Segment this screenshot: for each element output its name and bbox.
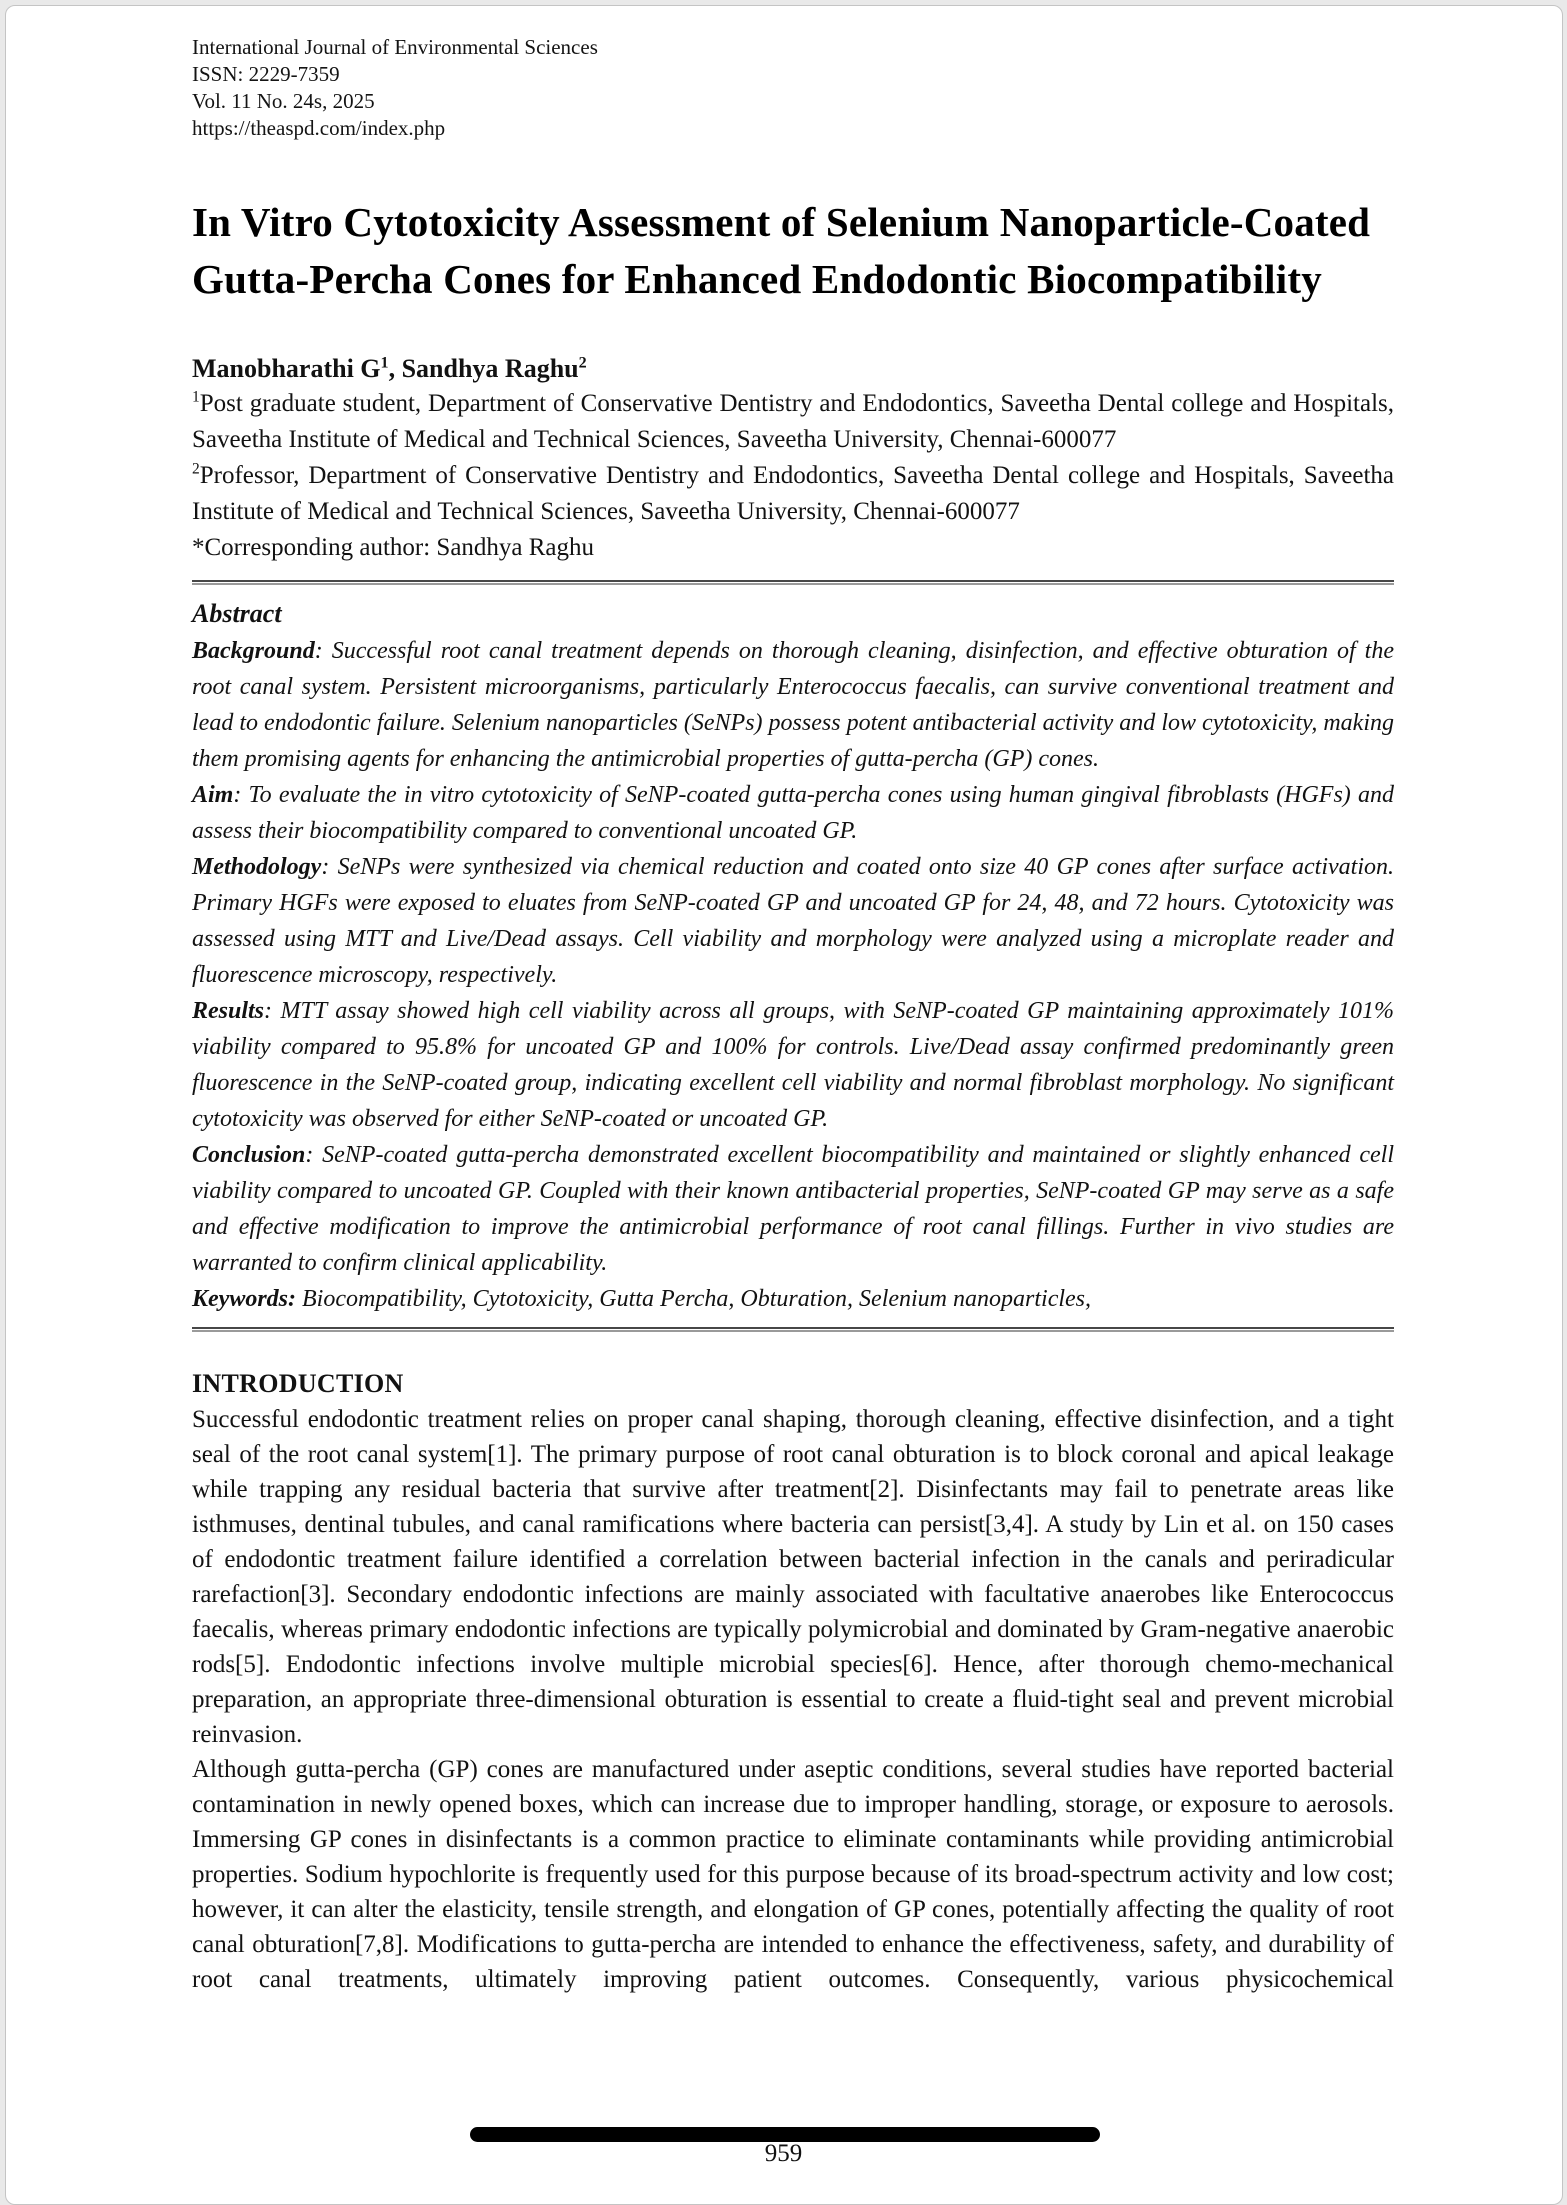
authors-line <box>192 352 1394 386</box>
abstract-label-results: Results <box>192 998 265 1024</box>
author-name-1: Manobharathi G <box>192 354 381 383</box>
abstract-top-rule <box>192 580 1394 585</box>
abstract-bottom-rule <box>192 1327 1394 1332</box>
page-number: 959 <box>764 2140 803 2167</box>
affiliation-2 <box>192 458 1394 530</box>
introduction-paragraph-2: Although gutta-percha (GP) cones are manufactured under aseptic conditions, several studies have reported bacterial contamination in newly opened boxes, which can increase due to improper handling, storage, or exposure to aerosols. Immersing GP cones in disinfectants is a common practice to eliminate contaminants while providing antimicrobial properties. Sodium hypochlorite is frequently used for this purpose because of its broad-spectrum activity and low cost; however, it can alter the elasticity, tensile strength, and elongation of GP cones, potentially affecting the quality of root canal obturation[7,8]. Modifications to gutta-percha are intended to enhance the effectiveness, safety, and durability of root canal treatments, ultimately improving patient outcomes. Consequently, various physicochemical <box>192 1756 1394 1993</box>
page-content <box>6 6 1562 1997</box>
abstract-label-aim: Aim <box>192 782 234 808</box>
abstract-label-conclusion: Conclusion <box>192 1142 306 1168</box>
journal-volume: Vol. 11 No. 24s, 2025 <box>192 89 375 113</box>
journal-issn: ISSN: 2229-7359 <box>192 62 340 86</box>
abstract-section-conclusion <box>192 1137 1394 1281</box>
affiliation-2-marker: 2 <box>192 460 200 478</box>
affiliation-1-text: Post graduate student, Department of Conservative Dentistry and Endodontics, Saveetha Dental college and Hospitals, Saveetha Institute of Medical and Technical Sciences, Saveetha University, Chennai-600077 <box>192 390 1394 453</box>
abstract-label-methodology: Methodology <box>192 854 322 880</box>
affiliation-2-text: Professor, Department of Conservative Dentistry and Endodontics, Saveetha Dental college and Hospitals, Saveetha Institute of Medical and Technical Sciences, Saveetha University, Chennai-600077 <box>192 462 1394 525</box>
author-affil-marker-1: 1 <box>380 354 389 372</box>
author-affil-marker-2: 2 <box>578 354 587 372</box>
abstract-section-methodology <box>192 849 1394 993</box>
affiliation-1-marker: 1 <box>192 388 200 406</box>
abstract-text-results: : MTT assay showed high cell viability across all groups, with SeNP-coated GP maintaining approximately 101% viability compared to 95.8% for uncoated GP and 100% for controls. Live/Dead assay confirmed predominantly green fluorescence in the SeNP-coated group, indicating excellent cell viability and normal fibroblast morphology. No significant cytotoxicity was observed for either SeNP-coated or uncoated GP. <box>192 998 1394 1132</box>
corresponding-author-line: *Corresponding author: Sandhya Raghu <box>192 534 595 561</box>
journal-header <box>192 34 1394 142</box>
abstract-label-keywords: Keywords: <box>192 1286 296 1312</box>
introduction-paragraph-1: Successful endodontic treatment relies on proper canal shaping, thorough cleaning, effective disinfection, and a tight seal of the root canal system[1]. The primary purpose of root canal obturation is to block coronal and apical leakage while trapping any residual bacteria that survive after treatment[2]. Disinfectants may fail to penetrate areas like isthmuses, dentinal tubules, and canal ramifications where bacteria can persist[3,4]. A study by Lin et al. on 150 cases of endodontic treatment failure identified a correlation between bacterial infection in the canals and periradicular rarefaction[3]. Secondary endodontic infections are mainly associated with facultative anaerobes like Enterococcus faecalis, whereas primary endodontic infections are typically polymicrobial and dominated by Gram-negative anaerobic rods[5]. Endodontic infections involve multiple microbial species[6]. Hence, after thorough chemo-mechanical preparation, an appropriate three-dimensional obturation is essential to create a fluid-tight seal and prevent microbial reinvasion. <box>192 1406 1394 1748</box>
document-page <box>5 5 1563 2205</box>
affiliation-1 <box>192 386 1394 458</box>
journal-url: https://theaspd.com/index.php <box>192 116 446 140</box>
paper-title: In Vitro Cytotoxicity Assessment of Selenium Nanoparticle-Coated Gutta-Percha Cones for Enhanced Endodontic Biocompatibility <box>192 199 1371 302</box>
abstract-section-results <box>192 993 1394 1137</box>
abstract-text-keywords: Biocompatibility, Cytotoxicity, Gutta Percha, Obturation, Selenium nanoparticles, <box>296 1286 1091 1312</box>
abstract-label-background: Background <box>192 638 315 664</box>
abstract-text-aim: : To evaluate the in vitro cytotoxicity of SeNP-coated gutta-percha cones using human gingival fibroblasts (HGFs) and assess their biocompatibility compared to conventional uncoated GP. <box>192 782 1394 844</box>
abstract-section-aim <box>192 777 1394 849</box>
introduction-heading: INTRODUCTION <box>192 1369 404 1398</box>
abstract-heading: Abstract <box>192 599 282 628</box>
abstract-section-background <box>192 633 1394 777</box>
abstract-section-keywords <box>192 1281 1394 1317</box>
author-name-2: Sandhya Raghu <box>401 354 579 383</box>
authors-separator: , <box>388 354 402 383</box>
journal-name: International Journal of Environmental Sciences <box>192 35 598 59</box>
abstract-text-methodology: : SeNPs were synthesized via chemical reduction and coated onto size 40 GP cones after surface activation. Primary HGFs were exposed to eluates from SeNP-coated GP and uncoated GP for 24, 48, and 72 hours. Cytotoxicity was assessed using MTT and Live/Dead assays. Cell viability and morphology were analyzed using a microplate reader and fluorescence microscopy, respectively. <box>192 854 1394 988</box>
abstract-text-conclusion: : SeNP-coated gutta-percha demonstrated excellent biocompatibility and maintained or slightly enhanced cell viability compared to uncoated GP. Coupled with their known antibacterial properties, SeNP-coated GP may serve as a safe and effective modification to improve the antimicrobial performance of root canal fillings. Further in vivo studies are warranted to confirm clinical applicability. <box>192 1142 1394 1276</box>
abstract-text-background: : Successful root canal treatment depends on thorough cleaning, disinfection, and effective obturation of the root canal system. Persistent microorganisms, particularly Enterococcus faecalis, can survive conventional treatment and lead to endodontic failure. Selenium nanoparticles (SeNPs) possess potent antibacterial activity and low cytotoxicity, making them promising agents for enhancing the antimicrobial properties of gutta-percha (GP) cones. <box>192 638 1394 772</box>
